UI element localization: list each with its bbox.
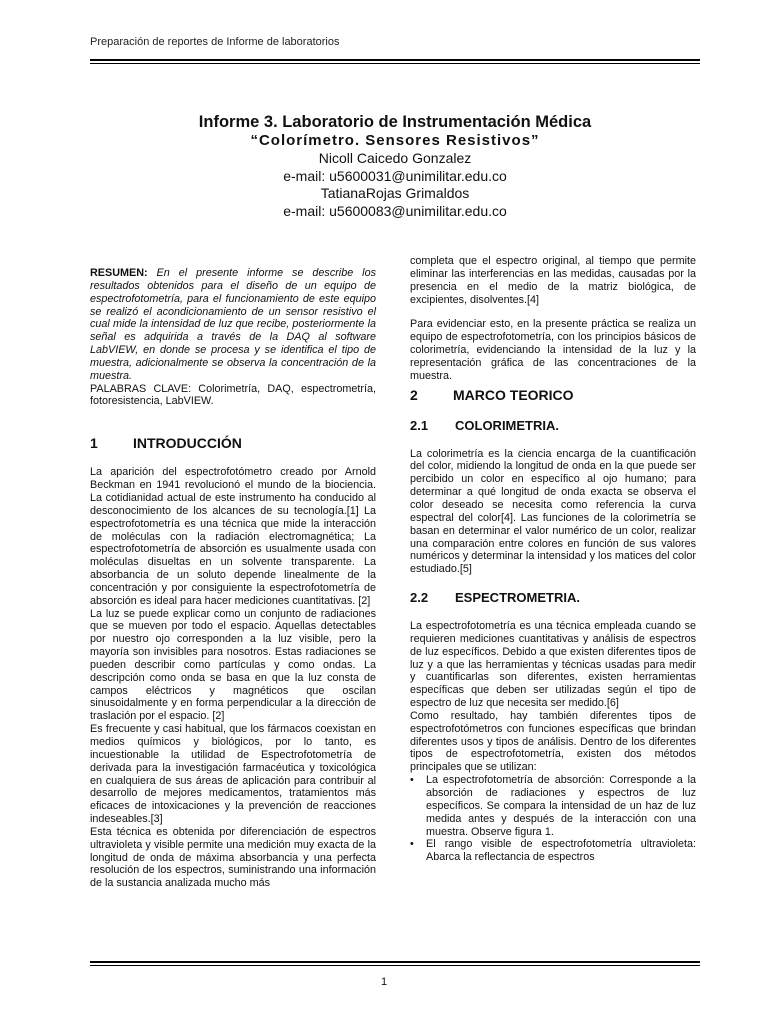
abstract [90,267,376,383]
title-block [90,112,700,220]
paragraph: completa que el espectro original, al tiempo que permite eliminar las interferencias en las medidas, causadas por la presencia en el medio de la matriz biológica, de excipientes, disolventes.[4] [410,255,696,306]
paragraph: Esta técnica es obtenida por diferenciación de espectros ultravioleta y visible permite una medición muy exacta de la longitud de onda de máxima absorbancia y una perfecta resolución de los espectros, suministrando una información de la sustancia analizada mucho más [90,825,376,890]
paragraph: La colorimetría es la ciencia encarga de la cuantificación del color, midiendo la longitud de onda en la que puede ser percibido un color en específico al ojo humano; para determinar a qué longitud de onda exacta se observa el color deseado se necesita como referencia la curva espectral del color[4]. Las funciones de la colorimetría se basan en determinar el valor numérico de un color, realizar una comparación entre colores en función de sus valores numéricos y determinar la intensidad y los matices del color estudiado.[5] [410,447,696,576]
section-heading [410,387,696,404]
author-email: e-mail: u5600083@unimilitar.edu.co [283,202,507,219]
bullet-item [410,838,696,864]
left-column [90,267,376,890]
page-number: 1 [380,976,388,988]
subsection-number: 2.2 [410,590,429,606]
paragraph: La aparición del espectrofotómetro creado por Arnold Beckman en 1941 revolucionó el mundo de la biociencia. La cotidianidad actual de este instrumento ha conducido al desconocimiento de los alcances de su tecnología.[1] La espectrofotometría es una técnica que mide la interacción de moléculas con la radiación electromagnética; La espectrofotometría de absorción es usualmente usada con moléculas disueltas en un solvente transparente. La absorbancia de un soluto depende linealmente de la concentración y por consiguiente la espectrofotometría de absorción es ideal para hacer mediciones cuantitativas. [2] [90,466,376,607]
right-column [410,255,696,864]
bullet-text: El rango visible de espectrofotometría ultravioleta: Abarca la reflectancia de espectros [426,838,696,864]
bullet-icon: • [410,774,414,787]
bullet-icon: • [410,838,414,851]
abstract-label: RESUMEN: [90,267,148,279]
paper-title: Informe 3. Laboratorio de Instrumentación Médica [198,113,592,131]
author-email: e-mail: u5600031@unimilitar.edu.co [283,167,507,184]
abstract-text: En el presente informe se describe los resultados obtenidos para el diseño de un equipo de espectrofotometría, para el funcionamiento de este equipo se realizó el acondicionamiento de un sensor resistivo el cual mide la intensidad de luz que recibe, posteriormente la señal es adquirida a través de la DAQ al software LabVIEW, en donde se procesa y se identifica el tipo de muestra, adicionalmente se observa la concentración de la muestra. [90,267,376,382]
subsection-heading [410,418,696,434]
subsection-title: COLORIMETRIA. [455,417,559,433]
keywords-text: : Colorimetría, DAQ, espectrometría, fotoresistencia, LabVIEW. [90,382,376,408]
paragraph: Como resultado, hay también diferentes tipos de espectrofotómetros con funciones específicas que brindan diferentes usos y tipos de análisis. Dentro de los diferentes tipos de espectrofotometría, existen dos métodos principales que se utilizan: [410,709,696,774]
author-name: Nicoll Caicedo Gonzalez [318,150,472,166]
section-title: INTRODUCCIÓN [133,435,242,452]
section-title: MARCO TEORICO [453,386,574,403]
bullet-text: La espectrofotometría de absorción: Corresponde a la absorción de radiaciones y espectros de luz específicos. Se compara la intensidad de un haz de luz medida antes y después de la interacción con una muestra. Observe figura 1. [426,774,696,838]
header-rule [90,59,700,64]
paper-subtitle: “Colorímetro. Sensores Resistivos” [250,132,540,149]
bullet-item [410,774,696,838]
section-heading [90,435,376,452]
keywords [90,383,376,409]
paragraph: Para evidenciar esto, en la presente práctica se realiza un equipo de espectrofotometría, con los principios básicos de colorimetría, evidenciando la intensidad de la luz y la representación gráfica de las concentraciones de la muestra. [410,318,696,382]
paragraph: La luz se puede explicar como un conjunto de radiaciones que se mueven por todo el espacio. Aquellas detectables por nuestro ojo corresponden a la luz visible, pero la mayoría son invisibles para nosotros. Estas radiaciones se pueden describir como partículas y como ondas. La descripción como onda se basa en que la luz consta de campos eléctricos y magnéticos que oscilan sinusoidalmente y en forma perpendicular a la dirección de traslación por el espacio. [2] [90,607,376,723]
subsection-title: ESPECTROMETRIA. [455,590,580,606]
running-header: Preparación de reportes de Informe de laboratorios [90,36,340,48]
footer-rule [90,961,700,966]
subsection-heading [410,590,696,606]
subsection-number: 2.1 [410,417,429,433]
keywords-label: PALABRAS CLAVE [90,382,189,395]
paragraph: Es frecuente y casi habitual, que los fármacos coexistan en medios químicos y biológicos, por lo tanto, es incuestionable la utilidad de Espectrofotometría de derivada para la investigación farmacéutica y toxicológica en cualquiera de sus áreas de aplicación para contribuir al desarrollo de mejores medicamentos, tratamientos más eficaces de intoxicaciones y la prevención de reacciones indeseables.[3] [90,723,376,826]
paragraph: La espectrofotometría es una técnica empleada cuando se requieren mediciones cuantitativas y análisis de espectros de luz específicos. Debido a que existen diferentes tipos de luz y a que las herramientas y técnicas usadas para medir y cuantificarlas son diferentes, existen herramientas específicas que deben ser utilizadas según el tipo de espectro de luz que necesita ser medido.[6] [410,620,696,710]
section-number: 2 [410,386,418,403]
section-number: 1 [90,435,98,452]
author-name: TatianaRojas Grimaldos [320,185,470,201]
